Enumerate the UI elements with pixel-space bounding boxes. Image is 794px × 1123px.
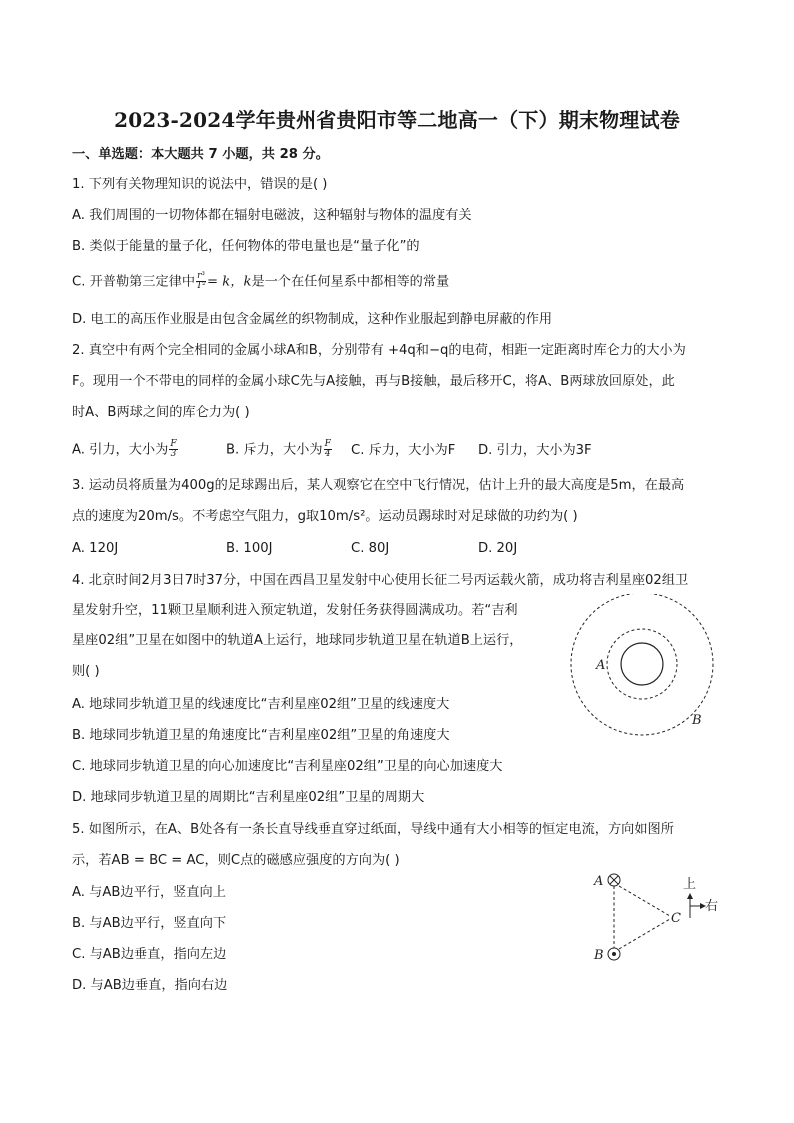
edge-ac xyxy=(619,886,670,916)
direction-axes-icon xyxy=(687,893,706,918)
q2-stem-line2: F。现用一个不带电的同样的金属小球C先与A接触，再与B接触，最后移开C，将A、B两球放回原处，此 xyxy=(72,374,675,389)
q2-option-a-prefix: A. 引力，大小为 xyxy=(72,442,169,458)
q2-option-b-denominator: 4 xyxy=(324,449,331,459)
q1-option-a[interactable]: A. 我们周围的一切物体都在辐射电磁波，这种辐射与物体的温度有关 xyxy=(72,208,472,223)
q2-stem-line1: 2. 真空中有两个完全相同的金属小球A和B，分别带有 +4q和−q的电荷，相距一定距离时库仑力的大小为 xyxy=(72,343,686,358)
q1-option-c-suffix: 是一个在任何星系中都相等的常量 xyxy=(251,274,450,290)
q1-option-c-k: k xyxy=(243,274,252,290)
q1-option-c-prefix: C. 开普勒第三定律中 xyxy=(72,274,196,290)
q5-stem-line2: 示，若AB = BC = AC，则C点的磁感应强度的方向为( ) xyxy=(72,853,400,868)
q2-option-a-numerator: F xyxy=(170,439,177,449)
wire-b-out-of-page-icon xyxy=(608,948,620,960)
exam-title: 2023-2024学年贵州省贵阳市等二地高一（下）期末物理试卷 xyxy=(114,108,680,132)
q2-stem-line3: 时A、B两球之间的库仑力为( ) xyxy=(72,405,250,420)
orbit-b-label: B xyxy=(692,713,702,728)
q3-option-d[interactable]: D. 20J xyxy=(478,541,518,556)
q4-option-c[interactable]: C. 地球同步轨道卫星的向心加速度比“吉利星座02组”卫星的向心加速度大 xyxy=(72,759,503,774)
q3-option-b[interactable]: B. 100J xyxy=(226,541,273,556)
q2-option-d[interactable]: D. 引力，大小为3F xyxy=(478,443,592,458)
direction-up-label: 上 xyxy=(683,877,697,892)
q4-stem-line4: 则( ) xyxy=(72,664,100,679)
q3-stem-line2: 点的速度为20m/s。不考虑空气阻力，g取10m/s²。运动员踢球时对足球做的功约为( ) xyxy=(72,509,578,524)
q2-option-a-denominator: 3 xyxy=(170,449,177,459)
section-heading: 一、单选题：本大题共 7 小题，共 28 分。 xyxy=(72,147,329,162)
q5-option-a[interactable]: A. 与AB边平行，竖直向上 xyxy=(72,885,226,900)
q2-option-a[interactable] xyxy=(72,440,179,460)
q5-option-b[interactable]: B. 与AB边平行，竖直向下 xyxy=(72,916,227,931)
q3-stem-line1: 3. 运动员将质量为400g的足球踢出后，某人观察它在空中飞行情况，估计上升的最大高度是5m，在最高 xyxy=(72,478,685,493)
q1-option-b[interactable]: B. 类似于能量的量子化，任何物体的带电量也是“量子化”的 xyxy=(72,239,420,254)
q4-stem-line2: 星发射升空，11颗卫星顺利进入预定轨道，发射任务获得圆满成功。若“吉利 xyxy=(72,603,518,618)
q1-stem: 1. 下列有关物理知识的说法中，错误的是( ) xyxy=(72,177,328,192)
q4-option-d[interactable]: D. 地球同步轨道卫星的周期比“吉利星座02组”卫星的周期大 xyxy=(72,790,425,805)
point-c-label: C xyxy=(671,911,681,926)
q1-option-c[interactable] xyxy=(72,272,449,292)
q3-option-c[interactable]: C. 80J xyxy=(351,541,390,556)
q2-option-a-fraction xyxy=(169,440,177,459)
q2-option-b-fraction xyxy=(324,440,332,459)
q2-option-b[interactable] xyxy=(226,440,333,460)
edge-bc xyxy=(619,919,670,949)
q5-option-d[interactable]: D. 与AB边垂直，指向右边 xyxy=(72,978,228,993)
q1-option-c-equals: = k， xyxy=(207,274,244,290)
q1-option-d[interactable]: D. 电工的高压作业服是由包含金属丝的织物制成，这种作业服起到静电屏蔽的作用 xyxy=(72,312,553,327)
q4-option-a[interactable]: A. 地球同步轨道卫星的线速度比“吉利星座02组”卫星的线速度大 xyxy=(72,697,450,712)
q4-stem-line3: 星座02组”卫星在如图中的轨道A上运行，地球同步轨道卫星在轨道B上运行， xyxy=(72,633,523,648)
point-b-label: B xyxy=(594,948,604,963)
kepler-fraction xyxy=(196,272,206,291)
q5-stem-line1: 5. 如图所示，在A、B处各有一条长直导线垂直穿过纸面，导线中通有大小相等的恒定电流，方向如图所 xyxy=(72,822,674,837)
wire-a-into-page-icon xyxy=(608,874,620,886)
orbit-a-circle xyxy=(607,629,677,699)
q4-option-b[interactable]: B. 地球同步轨道卫星的角速度比“吉利星座02组”卫星的角速度大 xyxy=(72,728,450,743)
q4-stem-line1: 4. 北京时间2月3日7时37分，中国在西昌卫星发射中心使用长征二号丙运载火箭，成功将吉利星座02组卫 xyxy=(72,573,689,588)
earth-circle xyxy=(621,643,663,685)
q2-option-c[interactable]: C. 斥力，大小为F xyxy=(351,443,456,458)
orbit-diagram xyxy=(560,594,726,736)
q3-option-a[interactable]: A. 120J xyxy=(72,541,119,556)
q2-option-b-prefix: B. 斥力，大小为 xyxy=(226,442,323,458)
q2-option-b-numerator: F xyxy=(324,439,331,449)
q5-option-c[interactable]: C. 与AB边垂直，指向左边 xyxy=(72,947,227,962)
kepler-numerator: r³ xyxy=(197,271,206,281)
wires-diagram xyxy=(588,866,724,966)
orbit-a-label: A xyxy=(596,658,606,673)
direction-right-label: 右 xyxy=(705,899,719,914)
point-a-label: A xyxy=(594,874,604,889)
kepler-denominator: T² xyxy=(196,281,206,291)
